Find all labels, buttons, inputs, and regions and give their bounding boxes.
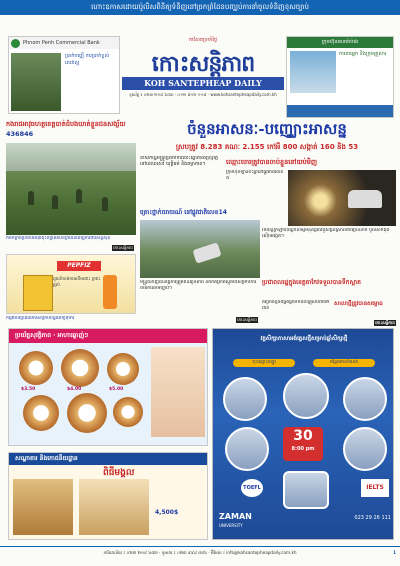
inspection-article-body: មន្ត្រី​ជំនាញ​បាន​ធ្វើ​ការ​ត្រួតពិនិត្យ​ទីតាំង​ និង​កត់ត្រា​ភស្តុតាង​​សម្រាប់​ការ​ចាត់ការ​តាម​ច្បាប់​។	[140, 280, 257, 291]
zaman-brand	[219, 511, 299, 535]
main-subheadline: ស្របត្រូវ 8.283 គណៈ 2.155 កៅអី 800 សង្កាត់ 160 និង 53	[175, 143, 359, 151]
graduation-photo	[283, 471, 329, 509]
dish-image	[19, 351, 53, 385]
chef-photo	[151, 347, 205, 437]
soldier-figure	[52, 195, 58, 209]
page-footer	[0, 546, 400, 558]
crash-photo[interactable]	[140, 220, 260, 278]
hotel-ad-title: សណ្ឋាគារ និង​​​​ភោជនីយដ្ឋាន	[9, 453, 207, 465]
class-time: 8:00 pm	[291, 446, 315, 452]
bank-ad-photo	[11, 53, 61, 111]
water-headline[interactable]: ប្រជាពលរដ្ឋ​​ក្នុង​ខេត្ត​តាកែវ​​ទទួល​បាន​ទឹក​ស្អាត	[262, 279, 361, 286]
page-number: 1	[393, 550, 396, 555]
pepfiz-box-image	[23, 275, 53, 311]
top-banner: ហោះ​ឧកាស​ដោយ​ប៉ូលិស​​​ពិនិត្យ​ទំនិញ​នៅ​ច្រក​ព្រំដែន​​បញ្ឈប់​ការ​នាំ​ចូល​ទំនិញ​ខុស​ច្បាប់	[0, 0, 400, 15]
discount-badge	[283, 427, 323, 461]
soldiers-caption-text: កងកម្លាំង​ប្រដាប់​អាវុធ​ចុះ​ល្បាត​តំបន់​ព្រំដែន​ដើម្បី​ការពារ​សន្តិសុខ	[6, 236, 111, 241]
soldier-figure	[76, 189, 82, 203]
dish-image	[67, 393, 107, 433]
blood-donation-brief[interactable]: កម្មវិធី​បរិច្ចាគ​ឈាម​​សម្រាប់​មន្ទីរពេទ្យ​កុមារ	[6, 316, 75, 321]
bank-logo	[11, 39, 20, 48]
register-now-tag: ចុះឈ្មោះឥឡូវ	[233, 359, 295, 367]
zaman-subtitle: UNIVERSITY	[219, 523, 243, 528]
ielts-logo: IELTS	[361, 479, 389, 497]
overturned-car-shape	[192, 242, 221, 263]
masthead-english-title: KOH SANTEPHEAP DAILY	[122, 77, 284, 90]
water-article-text: គម្រោង​ថ្មី​នឹង​ផ្គត់ផ្គង់​ទឹក​ដល់​គ្រួសារ​ជាង​២​ពាន់	[262, 300, 330, 311]
left-headline[interactable]	[6, 119, 136, 141]
car-shape	[348, 190, 382, 208]
campus-photo	[343, 377, 387, 421]
pepfiz-ad-text: ជួយ​បំបាត់​ការ​ហើម​ពោះ ​ក្រពះ​ឆ្អល់	[53, 277, 101, 288]
hotel-advertisement[interactable]	[8, 452, 208, 540]
crime-article-text: ក្រុមហ៊ុន​ឡាន​ប៉ះ​គ្នា​នៅ​ផ្លូវជាតិ​លេខ​៥	[226, 170, 284, 181]
photo-sky	[6, 143, 136, 171]
continue-tag: កោះសន្តិភាព	[113, 245, 133, 250]
masthead-title: កោះសន្តិភាព	[151, 51, 255, 77]
crime-headline[interactable]: ឈ្មោះ​ចោរ​​ត្រូវ​បាន​ចាប់​ខ្លួន​នៅ​យប់​មិញ	[226, 158, 318, 166]
insurance-advertisement[interactable]	[286, 36, 394, 118]
food-advertisement[interactable]	[8, 328, 208, 446]
dish-image	[107, 353, 139, 385]
school-headline-text: សាលា​ថ្មី​​ត្រូវ​បាន​សម្ពោធ	[334, 301, 383, 307]
soldiers-photo[interactable]	[6, 143, 136, 235]
bank-ad-title: Phnom Penh Commercial Bank	[9, 37, 119, 49]
dish-price: $5.00	[109, 387, 124, 392]
left-headline-number: 436846	[6, 130, 34, 138]
library-photo	[343, 427, 387, 471]
soldier-figure	[28, 191, 34, 205]
food-ad-title: ប្រយ័ត្នសុវត្ថិភាព · អាហារ​ឆ្ងាញ់​ៗ	[9, 329, 207, 343]
pepfiz-logo: PEPFIZ	[57, 261, 101, 271]
student-photo	[283, 373, 329, 419]
masthead-contact-info: ទូរស័ព្ទ ៖ ០២៣ ២១៨ ៦៥៣ · ០១២ ៨១២ ១១៨ · www.kohsantepheapdaily.com.kh	[129, 92, 277, 97]
education-advertisement[interactable]	[212, 328, 394, 540]
masthead-subtitle: កាសែតប្រចាំថ្ងៃ	[188, 37, 218, 43]
dish-price: $4.00	[67, 387, 82, 392]
election-article-text: នាយករដ្ឋមន្ត្រី​ថ្លែង​ថា​ការ​បោះឆ្នោត​នឹង​ប្រព្រឹត្តទៅ​ដោយ​សេរី ​យុត្តិធម៌ និង​តម្លាភាព​។	[140, 156, 218, 168]
classroom-photo	[223, 377, 267, 421]
school-headline[interactable]	[334, 300, 396, 326]
lecture-photo	[225, 427, 269, 471]
education-phone[interactable]: 023 29 26 111	[354, 515, 391, 521]
insurance-ad-footer	[287, 105, 393, 117]
insurance-ad-photo	[290, 51, 336, 93]
zaman-name: ZAMAN	[219, 512, 252, 521]
continue-tag: កោះសន្តិភាព	[375, 320, 395, 325]
soldiers-caption	[6, 236, 136, 252]
inspection-article-text	[140, 280, 260, 324]
hotel-building-photo	[13, 479, 73, 535]
dish-price: $3.50	[21, 387, 36, 392]
bank-advertisement[interactable]	[8, 36, 120, 114]
banquet-hall-photo	[79, 479, 149, 535]
masthead	[122, 17, 284, 99]
education-ad-title: វគ្គ​សិក្សា​ភាសា​អង់គ្លេស​ថ្មី​សម្រាប់​ឆ្នាំ​សិក្សា​ថ្មី	[260, 336, 348, 342]
dish-image	[61, 349, 99, 387]
pepfiz-advertisement[interactable]	[6, 254, 136, 314]
night-accident-photo[interactable]	[288, 170, 396, 226]
limited-seats-tag: កន្លែងមានកំណត់	[313, 359, 375, 367]
traffic-accident-headline[interactable]: គ្រោះថ្នាក់ចរាចរណ៍ នៅផ្លូវជាតិលេខ14	[140, 209, 227, 216]
dish-image	[23, 395, 59, 431]
insurance-ad-title: ក្រុមហ៊ុនធានារ៉ាប់រង	[287, 37, 393, 48]
hotel-ad-headline: ពិធីមង្គល	[103, 468, 135, 478]
hotel-ad-price: 4,500$	[155, 509, 179, 516]
continue-tag: កោះសន្តិភាព	[237, 317, 257, 322]
footer-contact: ការិយាល័យ ៖ ០២៣ ២១៨ ៦៥៣ · ទូរសារ ៖ ០២៣ ៩៩៨ ៥៥៦ · អ៊ីមែល ៖ info@kohsantepheapdaily.com.kh	[103, 550, 297, 555]
dish-image	[113, 397, 143, 427]
main-headline[interactable]: ចំនួនអាសនៈ-បញ្ឈោះអាសន្ន	[187, 120, 347, 138]
left-headline-text: កងរាជអាវុធហត្ថ​ខេត្ត​បាត់ដំបង​ឃាត់​ខ្លួន​ជន​សង្ស័យ	[6, 120, 126, 128]
crash-article-text: រថយន្ត​ក្រឡាប់​បណ្ដាល​ឲ្យ​មនុស្ស​រងរបួស​ធ្ងន់​ស្រាល​ជាច្រើន​នាក់​ ប៉ូលិស​កំពុង​ស៊ើប​អង្កេត​។	[262, 228, 390, 239]
insurance-ad-text: ការពារអ្នក និងក្រុមគ្រួសារ	[339, 51, 387, 57]
soldier-figure	[102, 197, 108, 211]
toefl-logo: TOEFL	[241, 479, 263, 497]
bank-ad-text: ប្រាក់បញ្ញើ ការប្រាក់ខ្ពស់ សេវាល្អ	[65, 53, 110, 66]
pepfiz-bottle-image	[103, 275, 117, 309]
discount-number: 30	[293, 428, 313, 444]
